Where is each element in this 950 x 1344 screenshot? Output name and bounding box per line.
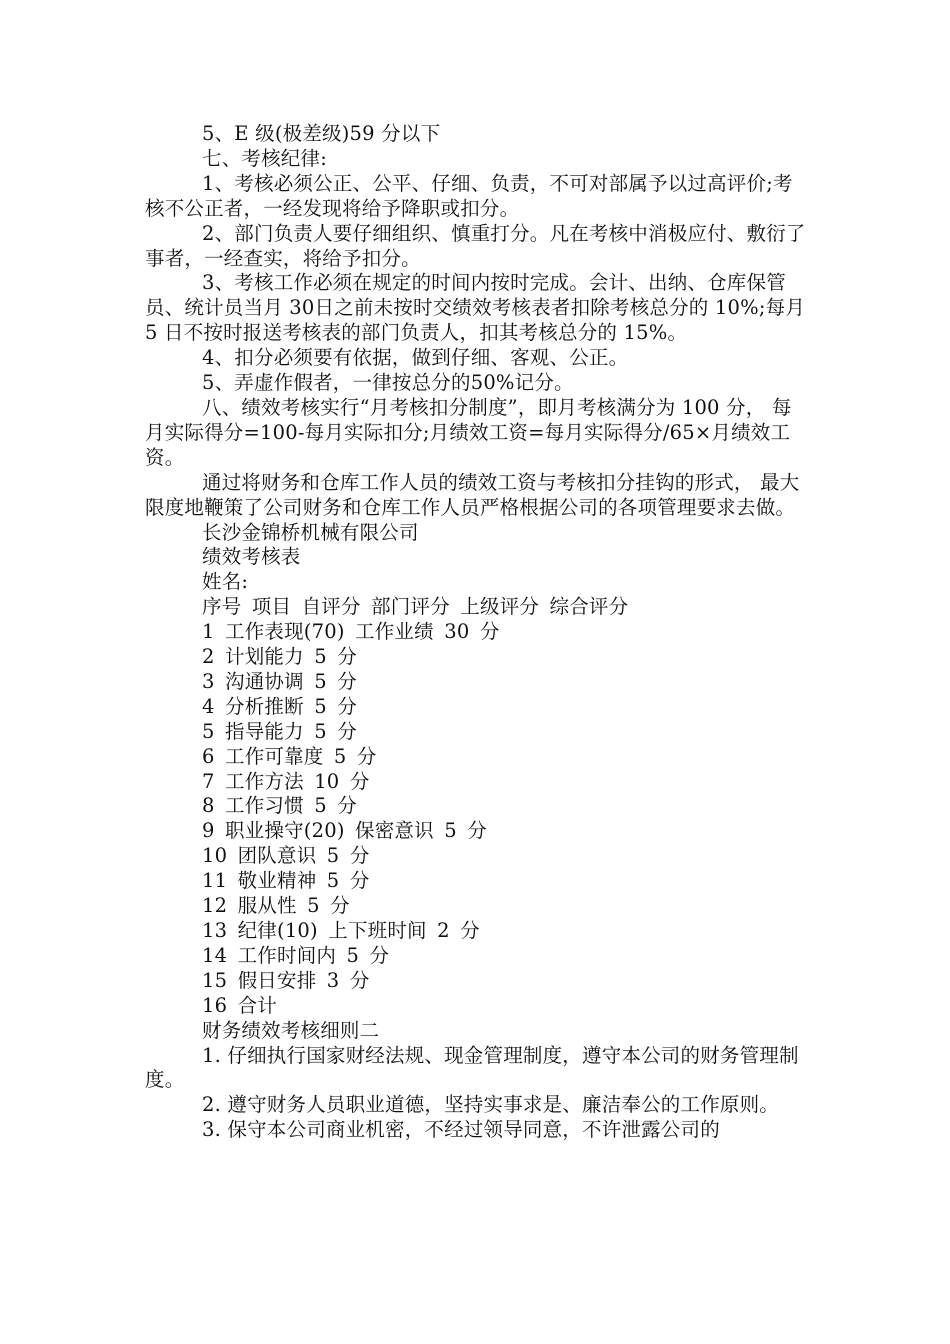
paragraph-31: 1. 仔细执行国家财经法规、现金管理制度，遵守本公司的财务管理制度。 — [145, 1043, 799, 1092]
paragraph-1: 5、E 级(极差级)59 分以下 — [202, 122, 441, 145]
paragraph-18: 5 指导能力 5 分 — [202, 719, 357, 743]
paragraph-33: 3. 保守本公司商业机密，不经过领导同意，不许泄露公司的 — [202, 1118, 720, 1142]
paragraph-2: 七、考核纪律: — [202, 146, 327, 170]
paragraph-13: 序号 项目 自评分 部门评分 上级评分 综合评分 — [202, 595, 629, 619]
paragraph-4: 2、部门负责人要仔细组织、慎重打分。凡在考核中消极应付、敷衍了事者，一经查实，将给予扣分。 — [145, 221, 806, 270]
paragraph-6: 4、扣分必须要有依据，做到仔细、客观、公正。 — [202, 346, 629, 370]
paragraph-14: 1 工作表现(70) 工作业绩 30 分 — [202, 620, 500, 644]
paragraph-16: 3 沟通协调 5 分 — [202, 669, 357, 693]
paragraph-30: 财务绩效考核细则二 — [202, 1018, 380, 1042]
paragraph-32: 2. 遵守财务人员职业道德，坚持实事求是、廉洁奉公的工作原则。 — [202, 1093, 780, 1117]
paragraph-12: 姓名: — [202, 570, 249, 594]
paragraph-27: 14 工作时间内 5 分 — [202, 943, 390, 967]
paragraph-3: 1、考核必须公正、公平、仔细、负责，不可对部属予以过高评价;考核不公正者，一经发现将给予降职或扣分。 — [145, 171, 793, 220]
paragraph-20: 7 工作方法 10 分 — [202, 769, 370, 793]
paragraph-19: 6 工作可靠度 5 分 — [202, 744, 377, 768]
paragraph-26: 13 纪律(10) 上下班时间 2 分 — [202, 919, 480, 942]
paragraph-23: 10 团队意识 5 分 — [202, 844, 370, 868]
paragraph-29: 16 合计 — [202, 993, 278, 1017]
paragraph-24: 11 敬业精神 5 分 — [202, 869, 370, 893]
paragraph-9: 通过将财务和仓库工作人员的绩效工资与考核扣分挂钩的形式， 最大限度地鞭策了公司财务和仓库工作人员严格根据公司的各项管理要求去做。 — [145, 470, 800, 519]
paragraph-25: 12 服从性 5 分 — [202, 894, 350, 918]
paragraph-10: 长沙金锦桥机械有限公司 — [202, 520, 419, 544]
paragraph-21: 8 工作习惯 5 分 — [202, 794, 357, 818]
paragraph-5: 3、考核工作必须在规定的时间内按时完成。会计、出纳、仓库保管员、统计员当月 30日之前未按时交绩效考核表者扣除考核总分的 10%;每月 5 日不按时报送考核表的部门负责人，扣其考核总分的 15%。 — [145, 271, 806, 345]
paragraph-17: 4 分析推断 5 分 — [202, 694, 357, 718]
document-body — [145, 122, 810, 1143]
paragraph-11: 绩效考核表 — [202, 545, 301, 569]
paragraph-28: 15 假日安排 3 分 — [202, 968, 370, 992]
paragraph-15: 2 计划能力 5 分 — [202, 645, 357, 669]
paragraph-8: 八、绩效考核实行“月考核扣分制度”，即月考核满分为 100 分， 每月实际得分=100-每月实际扣分;月绩效工资=每月实际得分/65×月绩效工资。 — [145, 395, 792, 469]
paragraph-7: 5、弄虚作假者，一律按总分的50%记分。 — [202, 371, 574, 395]
paragraph-22: 9 职业操守(20) 保密意识 5 分 — [202, 819, 487, 843]
